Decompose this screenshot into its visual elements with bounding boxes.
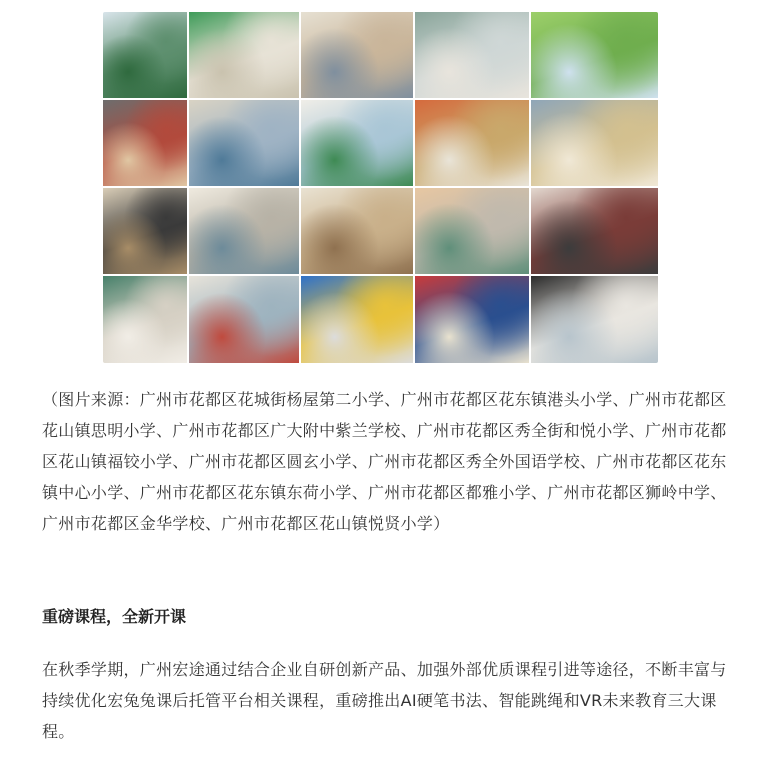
calligraphy-floor-photo [415,188,529,274]
pottery-class-photo [301,188,413,274]
study-hall-photo [189,100,299,186]
brush-calligraphy-photo [103,276,187,363]
art-room-photo [415,12,529,98]
drawing-class-photo [189,12,299,98]
students-writing-photo [301,100,413,186]
classroom-group-photo [189,276,299,363]
classroom-desks-photo [301,12,413,98]
library-reading-photo [531,100,658,186]
music-ensemble-photo [531,188,658,274]
computer-class-photo [103,12,187,98]
basketball-court-photo [103,100,187,186]
sports-field-photo [531,12,658,98]
lecture-screen-photo [415,276,529,363]
image-source-caption: （图片来源：广州市花都区花城街杨屋第二小学、广州市花都区花东镇港头小学、广州市花都区花山镇思明小学、广州市花都区广大附中紫兰学校、广州市花都区秀全街和悦小学、广州市花都区花山镇福铰小学、广州市花都区圆玄小学、广州市花都区秀全外国语学校、广州市花都区花东镇中心小学、广州市花都区花东镇东荷小学、广州市花都区都雅小学、广州市花都区狮岭中学、广州市花都区金华学校、广州市花都区花山镇悦贤小学） [42,390,727,533]
photo-collage [103,12,658,363]
body-paragraph: 在秋季学期，广州宏途通过结合企业自研创新产品、加强外部优质课程引进等途径，不断丰富与持续优化宏兔兔课后托管平台相关课程，重磅推出AI硬笔书法、智能跳绳和VR未来教育三大课程。 [42,660,727,741]
section-heading: 重磅课程，全新开课 [42,607,187,626]
handwriting-practice-photo [531,276,658,363]
robotics-blocks-photo [301,276,413,363]
paper-cutting-photo [103,188,187,274]
activity-room-photo [189,188,299,274]
dance-hall-photo [415,100,529,186]
